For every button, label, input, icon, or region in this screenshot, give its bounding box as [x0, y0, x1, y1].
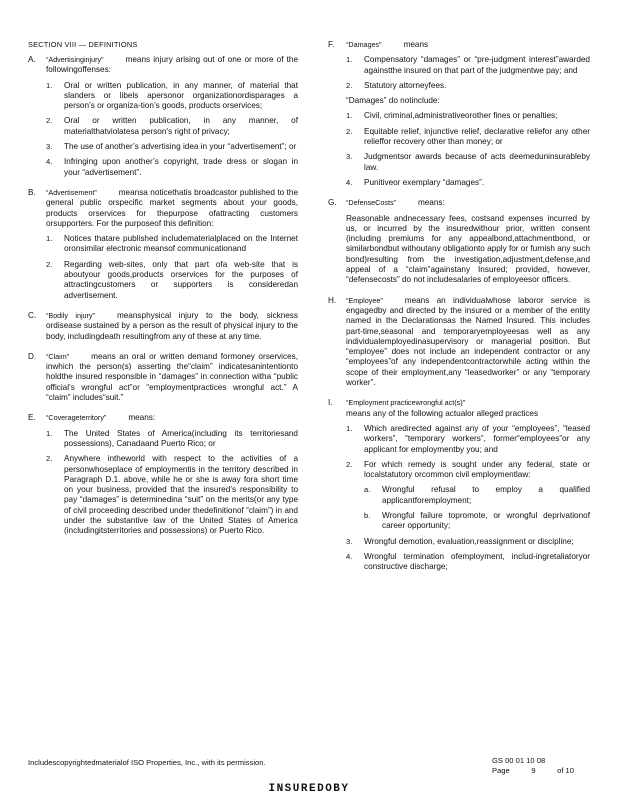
list-item — [46, 157, 298, 178]
definition-letter: B. — [28, 187, 36, 197]
item-number: 3. — [346, 152, 353, 162]
item-text: The United States of America(including its territoriesand possessions), Canadaand Puerto Rico; or — [64, 428, 298, 448]
item-text: Oral or written publication, in any manner, of materialthatviolatesa person’s right of privacy; — [64, 116, 298, 136]
item-number: 2. — [346, 126, 353, 136]
definition-term: “Bodily injury” — [46, 310, 95, 320]
definition-letter: C. — [28, 310, 37, 320]
definition-defense-costs — [328, 198, 590, 290]
definition-body: Reasonable andnecessary fees, costsand expenses incurred by us, or incurred by the insuredwithour prior, written consent (including premiums for any appealbond,attachmentbond, or similarbondbut withoutany obligationto apply for or furnish any such bond)resulting from the investigation,adjustment,defense,and appeal of a “claim”againstany Insured; provided, however, “defensecosts” do not includesalaries of employeesor officers. — [346, 213, 590, 285]
definition-employee — [328, 296, 590, 394]
item-number: 1. — [46, 234, 53, 244]
definition-bodily-injury — [28, 311, 298, 347]
definition-intro: means any of the following actualor alleged practices — [346, 408, 539, 418]
item-text: Judgmentsor awards because of acts deemeduninsurableby law. — [364, 152, 590, 172]
item-text: Wrongful demotion, evaluation,reassignment or discipline; — [364, 536, 574, 546]
item-text: Anywhere intheworld with respect to the activities of a personwhoseplace of employmentis in the territory described in Paragraph D.1. above, while he or she is away fora short time on your business, provided that the insured’s responsibility to pay “damages” is determinedina “suit” on the merits(or any type of civil proceeding described under thedefinitionof “claim”) in and under the substantive law of the United States of America (includingitsterritories and possessions) or Puerto Rico. — [64, 454, 298, 536]
item-text: For which remedy is sought under any federal, state or localstatutory orcommon civil employmentlaw: — [364, 459, 590, 480]
definition-letter: I. — [328, 398, 333, 408]
definition-intro: means: — [417, 198, 445, 208]
item-number: a. — [364, 485, 371, 495]
definition-term: “Employment practicewrongful act(s)” — [346, 398, 466, 408]
item-text: Compensatory “damages” or “pre-judgment interest”awarded againstthe insured on that part of the judgmentwe pay; and — [364, 55, 590, 75]
definition-intro: meansphysical injury to the body, sickness ordisease sustained by a person as the result of physical injury to the body, includingdeath resultingfrom any of these at any time. — [46, 310, 298, 341]
list-item — [46, 234, 298, 255]
item-text: Infringing upon another’s copyright, trade dress or slogan in your “advertisement”. — [64, 157, 298, 177]
item-number: 2. — [346, 80, 353, 90]
list-item — [346, 178, 590, 188]
item-text: Punitiveor exemplary “damages”. — [364, 177, 485, 187]
list-item — [46, 454, 298, 536]
definition-coverage-territory — [28, 413, 298, 541]
item-number: 2. — [46, 454, 53, 464]
item-number: 4. — [346, 177, 353, 187]
item-text: Equitable relief, injunctive relief, declarative reliefor any other relieffor recovery other than money; or — [364, 126, 590, 147]
item-number: 1. — [46, 80, 53, 90]
item-number: 2. — [46, 116, 53, 126]
list-item — [346, 111, 590, 121]
definition-intro: meansa noticethatis broadcastor published to the general public orspecific market segments about your goods, products orservices for thepurpose ofattracting customers orsupporters. For the purposeof this definition: — [46, 187, 298, 228]
item-text: The use of another’s advertising idea in your “advertisement”; or — [64, 142, 297, 152]
sub-list-item — [364, 485, 590, 506]
definition-intro: means injury arising out of one or more of the followingoffenses: — [46, 55, 298, 75]
page-label: Page — [492, 765, 510, 775]
definition-letter: E. — [28, 413, 36, 423]
list-item — [346, 537, 590, 547]
definition-employment-practice-wrongful-acts — [328, 398, 590, 577]
list-item — [346, 424, 590, 455]
item-number: 3. — [346, 536, 353, 546]
sub-list-item — [364, 511, 590, 532]
list-item — [46, 429, 298, 450]
definition-term: “Employee” — [346, 295, 383, 305]
item-number: 4. — [46, 157, 53, 167]
item-number: 1. — [346, 111, 353, 121]
list-item — [46, 81, 298, 112]
definition-letter: H. — [328, 295, 337, 305]
item-number: 1. — [346, 55, 353, 65]
definition-intro: means: — [128, 413, 156, 423]
definition-claim — [28, 352, 298, 408]
item-text: Regarding web-sites, only that part ofa web-site that is aboutyour goods,products orservices for the purposes of attractingcustomers or supporters is consideredan advertisement. — [64, 259, 298, 300]
list-item — [346, 127, 590, 148]
list-item — [46, 116, 298, 137]
definition-intro: means an oral or written demand formoney orservices, inwhich the person(s) asserting the“claim” indicatesanintentionto holdthe insured responsible in “damages” in connection witha “public official’s wrongful act”or “employmentpractices wrongful act.” A “claim” includes“suit.” — [46, 351, 298, 403]
page-current: 9 — [531, 765, 536, 775]
form-footer — [492, 756, 574, 775]
definition-letter: D. — [28, 351, 37, 361]
item-text: Wrongful refusal to employ a qualified applicantforemployment; — [382, 485, 590, 505]
item-number: 1. — [346, 423, 353, 433]
definition-intro: means an individualwhose laboror service is engagedby and directed by the insured or a member of the entity named in the Declarationsas the Named Insured. This includes part-time,seasonal and temporaryemployeesas well as any individualemployedinasupervisory or managerial position. But “employee” does not include an independent contractor or any “employees”of any independentcontractorwhile acting within the scope of their employment,any “leasedworker” or any “temporary worker”. — [346, 295, 590, 388]
item-text: Statutory attorneyfees. — [364, 80, 447, 90]
page-total: of 10 — [557, 765, 574, 775]
list-item — [346, 152, 590, 173]
definition-letter: A. — [28, 55, 36, 64]
item-text: Wrongful failure topromote, or wrongful deprivationof career opportunity; — [382, 510, 590, 531]
definition-term: “DefenseCosts” — [346, 198, 396, 208]
definition-advertisement — [28, 188, 298, 306]
definition-term: “Advertisement” — [46, 187, 97, 197]
definition-letter: F. — [328, 40, 335, 49]
list-item — [46, 260, 298, 301]
copyright-notice: Includescopyrightedmaterialof ISO Properties, Inc., with its permission. — [28, 758, 266, 767]
item-number: 1. — [46, 428, 53, 438]
definition-term: “Damages” — [346, 40, 382, 49]
item-number: 4. — [346, 551, 353, 561]
definition-letter: G. — [328, 198, 337, 208]
definition-damages — [328, 40, 590, 193]
list-item — [46, 142, 298, 152]
item-text: Oral or written publication, in any manner, of material that slanders or libels apersonor organizationordisparages a person’s or organiza-tion’s goods, products orservices; — [64, 80, 298, 111]
definition-term: “Advertisinginjury” — [46, 55, 104, 64]
item-text: Notices thatare published includematerialplaced on the Internet oronsimilar electronic meansof communicationand — [64, 234, 298, 254]
item-number: 3. — [46, 142, 53, 152]
definition-advertising-injury — [28, 55, 298, 183]
page-indicator — [492, 766, 574, 776]
item-text: Which aredirected against any of your “employees”, “leased workers”, “temporary workers”, former“employees”or any applicant for employmentby you; and — [364, 423, 590, 454]
list-item — [346, 552, 590, 573]
list-item — [346, 55, 590, 76]
form-number: GS 00 01 10 08 — [492, 756, 546, 765]
definition-term: “Coverageterritory” — [46, 413, 107, 423]
item-text: Wrongful termination ofemployment, includ-ingretaliatoryor constructive discharge; — [364, 551, 590, 572]
list-item — [346, 460, 590, 481]
definition-term: “Claim” — [46, 351, 70, 361]
right-column — [328, 40, 590, 582]
watermark: INSUREDOBY — [268, 783, 350, 795]
list-item — [346, 81, 590, 91]
left-column — [28, 40, 298, 547]
section-title: SECTION VIII — DEFINITIONS — [28, 40, 138, 49]
item-number: 2. — [46, 259, 53, 269]
item-text: Civil, criminal,administrativeorother fines or penalties; — [364, 111, 558, 121]
item-number: 2. — [346, 459, 353, 469]
item-number: b. — [364, 510, 371, 520]
damages-exclusions-heading: “Damages” do notinclude: — [346, 96, 440, 106]
definition-intro: means — [403, 40, 429, 49]
